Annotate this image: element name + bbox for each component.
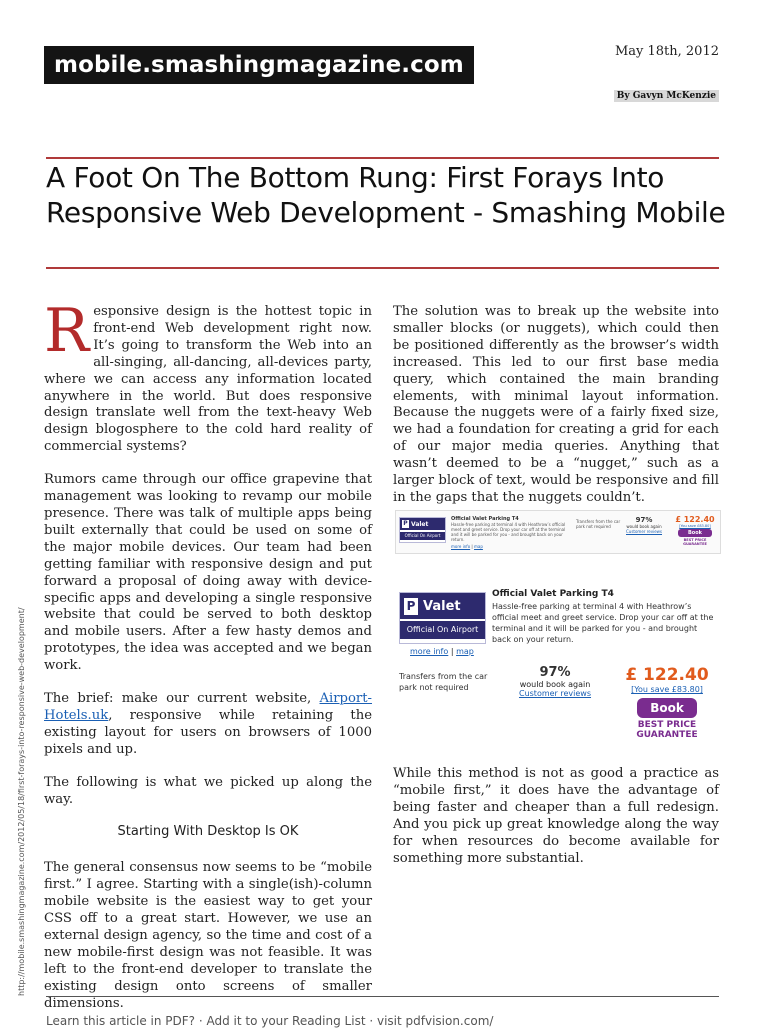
article-title: A Foot On The Bottom Rung: First Forays Into Responsive Web Development - Smashing Mobile — [46, 161, 726, 229]
site-name: mobile.smashingmagazine.com — [44, 46, 474, 84]
right-column — [393, 304, 719, 523]
nugget-small-save: [You save £83.80] — [679, 524, 711, 528]
valet-logo-large — [399, 592, 486, 644]
nugget-small-title: Official Valet Parking T4 — [451, 516, 519, 522]
nugget-small-info — [451, 516, 571, 549]
intro-text: esponsive design is the hottest topic in front-end Web development right now. It’s going to transform the Web into an all-singing, all-dancing, all-devices party, where we can access any information located anywhere in the world. But does responsive design translate well from the text-heavy Web design blogosphere to the cold hard reality of commercial systems? — [44, 304, 372, 455]
footer-rule — [46, 996, 719, 997]
nugget-small-percent: 97% — [635, 516, 653, 524]
nugget-large-best2: GUARANTEE — [636, 730, 698, 740]
section-subheading: Starting With Desktop Is OK — [117, 824, 299, 840]
title-rule-top — [46, 157, 719, 159]
paragraph-solution: The solution was to break up the website into smaller blocks (or nuggets), which could then be positioned differently as the browser’s width increased. This led to our first base media query, which contained the main branding elements, with minimal layout information. Because the nuggets were of a fairly fixed size, we had a foundation for creating a grid for each of our major media queries. Anything that wasn’t deemed to be a “nugget,” such as a larger block of text, would be responsive and fill in the gaps that the nuggets couldn’t. — [393, 304, 719, 505]
nugget-large-save: [You save £83.80] — [631, 685, 703, 694]
brief-text-before: The brief: make our current website, — [44, 691, 320, 707]
paragraph-method: While this method is not as good a practice as “mobile first,” it does have the advantage of being faster and cheaper than a full redesign. And you pick up great knowledge along the way for when resources do become available for something more substantial. — [393, 766, 719, 866]
nugget-large-reviews[interactable]: Customer reviews — [518, 689, 592, 698]
nugget-small-price: £ 122.40 — [675, 515, 715, 524]
nugget-large-rating — [513, 665, 597, 698]
publish-date: May 18th, 2012 — [614, 44, 719, 59]
nugget-large-transfers: Transfers from the car park not required — [399, 672, 488, 692]
airport-hotels-link[interactable]: Airport-Hotels.uk — [44, 691, 372, 723]
sidebar-source-url: http://mobile.smashingmagazine.com/2012/05/18/first-forays-into-responsive-web-development/ — [17, 607, 26, 996]
title-rule-bottom — [46, 267, 719, 269]
nugget-large-more-info[interactable]: more info — [410, 647, 449, 656]
left-column — [44, 296, 372, 1029]
nugget-small-map[interactable]: map — [474, 544, 483, 549]
nugget-large-would-book: would book again — [519, 680, 591, 689]
nugget-small-reviews[interactable]: Customer reviews — [626, 529, 663, 534]
author-byline: By Gavyn McKenzie — [614, 90, 719, 102]
nugget-large-pricing — [623, 665, 711, 740]
brief-text-after: , responsive while retaining the existing layout for users on browsers of 1000 pixels and up. — [44, 707, 372, 757]
nugget-small-transfers: Transfers from the car park not required — [576, 519, 621, 529]
nugget-screenshot-large — [395, 587, 719, 745]
paragraph-rumors: Rumors came through our office grapevine that management was looking to revamp our mobile presence. There was talk of multiple apps being built externally that could be used on some of the major mobile devices. Our team had been getting familiar with responsive design and put forward a proposal of doing away with device-specific apps and developing a single responsive website that could be served to both desktop and mobile users. After a few hasty demos and prototypes, the idea was accepted and we began work. — [44, 472, 372, 674]
nugget-large-guarantee — [623, 720, 711, 740]
intro-paragraph — [44, 296, 372, 456]
valet-brand-small: Valet — [411, 520, 429, 528]
nugget-large-info — [492, 589, 718, 645]
nugget-small-more-info[interactable]: more info — [451, 544, 471, 549]
footer-text: Learn this article in PDF? · Add it to your Reading List · visit pdfvision.com/ — [46, 1014, 494, 1028]
nugget-small-best2: GUARANTEE — [683, 542, 707, 546]
nugget-large-desc: Hassle-free parking at terminal 4 with Heathrow’s official meet and greet service. Drop your car off at the terminal and it will be parked for you - and brought back on your return. — [492, 602, 714, 644]
nugget-small-desc: Hassle-free parking at terminal 4 with Heathrow’s official meet and greet service. Drop your car off at the terminal and it will be parked for you - and brought back on your return. — [451, 522, 566, 542]
nugget-small-guarantee — [674, 538, 716, 546]
nugget-small-best1: BEST PRICE — [683, 538, 707, 542]
right-column-lower — [393, 766, 719, 883]
valet-badge-small: Official On Airport — [400, 532, 445, 540]
valet-badge-large: Official On Airport — [400, 621, 485, 639]
nugget-screenshot-small — [395, 510, 721, 554]
paragraph-consensus: The general consensus now seems to be “mobile first.” I agree. Starting with a single(ish)-column mobile website is the easiest way to get your CSS off to a great start. However, we use an external design agency, so the time and cost of a new mobile-first design was not feasible. It was left to the front-end developer to translate the existing design onto screens of smaller dimensions. — [44, 860, 372, 1011]
parking-icon-large: P — [404, 598, 418, 615]
nugget-large-price: £ 122.40 — [625, 665, 709, 685]
nugget-large-links: more info | map — [410, 647, 474, 656]
nugget-small-would-book: would book again — [626, 524, 662, 529]
paragraph-following: The following is what we picked up along the way. — [44, 774, 372, 807]
valet-brand-large: Valet — [423, 598, 461, 614]
paragraph-brief — [44, 691, 372, 759]
nugget-large-title: Official Valet Parking T4 — [492, 589, 614, 599]
nugget-small-links: more info | map — [451, 544, 483, 549]
nugget-large-map[interactable]: map — [456, 647, 474, 656]
drop-cap: R — [44, 296, 90, 366]
nugget-large-book-button[interactable]: Book — [637, 698, 697, 718]
nugget-small-rating — [626, 516, 662, 534]
parking-icon: P — [403, 520, 408, 527]
valet-logo-small — [399, 517, 446, 543]
nugget-large-best1: BEST PRICE — [637, 720, 697, 730]
nugget-large-percent: 97% — [539, 665, 571, 680]
nugget-small-pricing — [674, 515, 716, 546]
nugget-small-book-button[interactable]: Book — [678, 529, 712, 537]
